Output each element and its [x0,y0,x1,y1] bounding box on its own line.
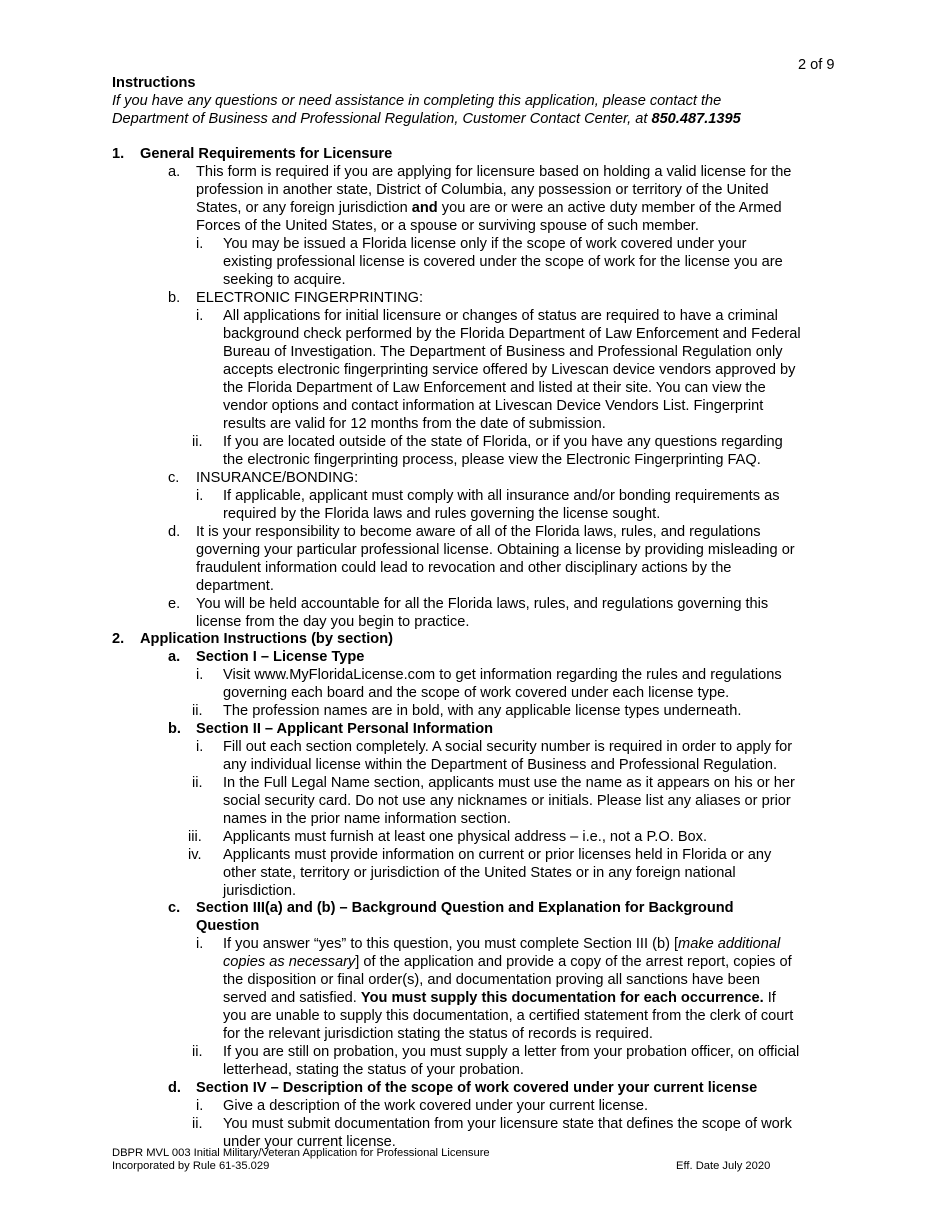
subsection-title: Section I – License Type [196,649,365,665]
item-marker: i. [196,739,204,755]
text-line: Give a description of the work covered under your current license. [223,1098,649,1114]
text-line: the Florida Department of Law Enforcement and listed at their site. You can view the [223,380,766,396]
item-marker: d. [168,1080,181,1096]
text-line: fraudulent information could lead to revocation and other disciplinary actions by the [196,560,732,576]
item-marker: ii. [192,1044,203,1060]
text-line: license from the day you begin to practice. [196,614,470,630]
text-line: the electronic fingerprinting process, please view the Electronic Fingerprinting FAQ. [223,452,761,468]
intro-line-1: If you have any questions or need assistance in completing this application, please contact the [112,93,722,109]
text-line: department. [196,578,274,594]
section-2-title: Application Instructions (by section) [140,631,393,647]
item-marker: e. [168,596,181,612]
text-line: background check performed by the Florida Department of Law Enforcement and Federal [223,326,801,342]
text-line: letterhead, stating the status of your probation. [223,1062,524,1078]
text-line: accepts electronic fingerprinting service offered by Livescan device vendors approved by [223,362,796,378]
text-line [196,199,782,217]
item-marker: i. [196,667,204,683]
text-line: You will be held accountable for all the Florida laws, rules, and regulations governing this [196,596,769,612]
text-line: Applicants must provide information on current or prior licenses held in Florida or any [223,847,772,863]
intro-line-2 [112,110,741,128]
text-line: governing your particular professional license. Obtaining a license by providing misleading or [196,542,795,558]
text-line: names in the prior name information section. [223,811,511,827]
item-marker: a. [168,164,181,180]
contact-phone: 850.487.1395 [651,111,741,127]
text-line: for the relevant jurisdiction stating the status of records is required. [223,1026,653,1042]
intro-text: Department of Business and Professional Regulation, Customer Contact Center, at [112,111,652,127]
subsection-title: INSURANCE/BONDING: [196,470,359,486]
text-line: It is your responsibility to become aware of all of the Florida laws, rules, and regulations [196,524,761,540]
subsection-title: Section III(a) and (b) – Background Question and Explanation for Background [196,900,734,916]
bold-run: You must supply this documentation for each occurrence. [360,990,764,1006]
text-run: If you answer “yes” to this question, you must complete Section III (b) [ [223,936,679,952]
text-line: In the Full Legal Name section, applicants must use the name as it appears on his or her [223,775,795,791]
text-run: served and satisfied. [223,990,361,1006]
item-marker: iv. [188,847,202,863]
text-line: social security card. Do not use any nicknames or initials. Please list any aliases or prior [223,793,791,809]
text-line: You must submit documentation from your licensure state that defines the scope of work [223,1116,792,1132]
item-marker: ii. [192,1116,203,1132]
item-marker: a. [168,649,181,665]
section-1-number: 1. [112,146,125,162]
text-line: Fill out each section completely. A social security number is required in order to apply for [223,739,793,755]
text-line: You may be issued a Florida license only if the scope of work covered under your [223,236,747,252]
item-marker: c. [168,900,181,916]
item-marker: i. [196,1098,204,1114]
page-number: 2 of 9 [798,57,835,73]
text-line: required by the Florida laws and rules governing the license sought. [223,506,661,522]
text-line: If you are located outside of the state of Florida, or if you have any questions regarding [223,434,783,450]
text-line: Visit www.MyFloridaLicense.com to get information regarding the rules and regulations [223,667,782,683]
text-line: results are valid for 12 months from the date of submission. [223,416,606,432]
text-line: The profession names are in bold, with any applicable license types underneath. [223,703,742,719]
subsection-title: Section IV – Description of the scope of work covered under your current license [196,1080,758,1096]
text-line [223,953,792,971]
footer-rule: Incorporated by Rule 61-35.029 [112,1160,270,1172]
text-line [223,989,776,1007]
text-line [223,935,780,953]
subsection-title: ELECTRONIC FINGERPRINTING: [196,290,424,306]
bold-run: and [411,200,438,216]
text-run: States, or any foreign jurisdiction [196,200,412,216]
text-line: you are unable to supply this documentation, a certified statement from the clerk of court [223,1008,794,1024]
footer-eff-date: Eff. Date July 2020 [676,1160,771,1172]
subsection-title: Section II – Applicant Personal Information [196,721,494,737]
footer-form-name: DBPR MVL 003 Initial Military/Veteran Application for Professional Licensure [112,1147,490,1159]
item-marker: i. [196,488,204,504]
text-line: Applicants must furnish at least one physical address – i.e., not a P.O. Box. [223,829,708,845]
text-run: ] of the application and provide a copy of the arrest report, copies of [355,954,792,970]
text-line: vendor options and contact information at Livescan Device Vendors List. Fingerprint [223,398,764,414]
page-title: Instructions [112,75,196,91]
item-marker: b. [168,290,181,306]
item-marker: i. [196,936,204,952]
item-marker: iii. [188,829,202,845]
text-line: Forces of the United States, or a spouse or surviving spouse of such member. [196,218,699,234]
text-line: Bureau of Investigation. The Department of Business and Professional Regulation only [223,344,783,360]
text-run: If [763,990,776,1006]
item-marker: ii. [192,703,203,719]
text-line: If applicable, applicant must comply with all insurance and/or bonding requirements as [223,488,780,504]
text-line: governing each board and the scope of work covered under each license type. [223,685,730,701]
text-line: This form is required if you are applying for licensure based on holding a valid license for the [196,164,792,180]
item-marker: i. [196,308,204,324]
section-2-number: 2. [112,631,125,647]
text-line: other state, territory or jurisdiction of the United States or in any foreign national [223,865,736,881]
item-marker: ii. [192,775,203,791]
italic-run: copies as necessary [223,954,356,970]
italic-run: make additional [678,936,781,952]
text-line: jurisdiction. [223,883,296,899]
item-marker: b. [168,721,181,737]
text-line: All applications for initial licensure or changes of status are required to have a criminal [223,308,778,324]
item-marker: d. [168,524,181,540]
text-line: existing professional license is covered under the scope of work for the license you are [223,254,783,270]
item-marker: c. [168,470,180,486]
item-marker: ii. [192,434,203,450]
text-line: profession in another state, District of Columbia, any possession or territory of the United [196,182,769,198]
text-line: If you are still on probation, you must supply a letter from your probation officer, on official [223,1044,800,1060]
section-1-title: General Requirements for Licensure [140,146,393,162]
text-line: the disposition or final order(s), and documentation proving all sanctions have been [223,972,761,988]
text-run: you are or were an active duty member of the Armed [437,200,782,216]
subsection-title: Question [196,918,260,934]
item-marker: i. [196,236,204,252]
text-line: any individual license within the Department of Business and Professional Regulation. [223,757,778,773]
text-line: seeking to acquire. [223,272,346,288]
text-line: under your current license. [223,1134,396,1150]
